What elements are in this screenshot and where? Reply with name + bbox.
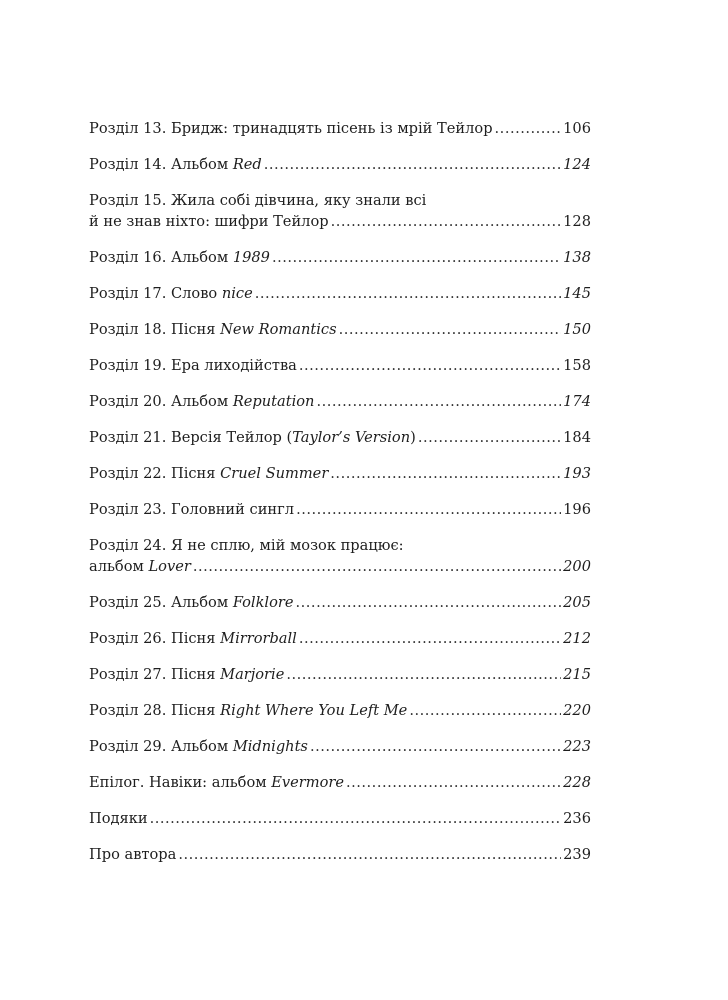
toc-title-text: Розділ 19. Ера лиходійства xyxy=(89,357,297,374)
toc-line xyxy=(89,535,591,556)
toc-entry xyxy=(89,247,591,268)
toc-page-number: 223 xyxy=(563,738,591,755)
toc-title-text: Розділ 28. Пісня xyxy=(89,702,221,719)
toc-entry xyxy=(89,772,591,793)
toc-entry xyxy=(89,190,591,232)
toc-page-number: 239 xyxy=(563,846,591,863)
toc-title-text: й не знав ніхто: шифри Тейлор xyxy=(89,213,329,230)
toc-line xyxy=(89,592,591,613)
toc-page-number: 236 xyxy=(563,810,591,827)
toc-title-italic: Right Where You Left Me xyxy=(220,702,408,719)
toc-entry-title xyxy=(89,319,337,340)
toc-title-italic: Marjorie xyxy=(220,666,285,683)
toc-entry-title xyxy=(89,247,270,268)
toc-entry xyxy=(89,592,591,613)
toc-entry-title xyxy=(89,628,297,649)
dot-leader xyxy=(330,463,561,484)
toc-line xyxy=(89,556,591,577)
toc-entry-title xyxy=(89,736,308,757)
toc-entry xyxy=(89,319,591,340)
toc-title-text: Розділ 26. Пісня xyxy=(89,630,221,647)
dot-leader xyxy=(316,391,561,412)
toc-entry-title xyxy=(89,283,253,304)
toc-entry-title xyxy=(89,118,493,139)
toc-page-number: 205 xyxy=(563,594,591,611)
toc-page-number: 138 xyxy=(563,249,591,266)
toc-entry-title xyxy=(89,190,426,211)
toc-page-number: 145 xyxy=(563,285,591,302)
toc-page-number: 184 xyxy=(563,429,591,446)
toc-line xyxy=(89,772,591,793)
toc-title-italic: Lover xyxy=(148,558,191,575)
toc-entry-title xyxy=(89,592,294,613)
toc-page-number: 128 xyxy=(563,213,591,230)
toc-page-number: 124 xyxy=(563,156,591,173)
dot-leader xyxy=(299,355,561,376)
toc-line xyxy=(89,700,591,721)
toc-entry xyxy=(89,844,591,865)
toc-entry-title xyxy=(89,535,404,556)
toc-page-number: 212 xyxy=(563,630,591,647)
toc-entry xyxy=(89,118,591,139)
toc-title-italic: Folklore xyxy=(232,594,294,611)
toc-entry-title xyxy=(89,391,314,412)
toc-line xyxy=(89,319,591,340)
toc-entry xyxy=(89,283,591,304)
toc-line xyxy=(89,118,591,139)
toc-line xyxy=(89,463,591,484)
toc-title-text: Розділ 20. Альбом xyxy=(89,393,233,410)
toc-title-text: Епілог. Навіки: альбом xyxy=(89,774,272,791)
toc-entry xyxy=(89,499,591,520)
toc-entry-title xyxy=(89,154,262,175)
toc-page-number: 196 xyxy=(563,501,591,518)
toc-line xyxy=(89,355,591,376)
toc-page-number: 193 xyxy=(563,465,591,482)
toc-entry xyxy=(89,700,591,721)
toc-entry xyxy=(89,808,591,829)
dot-leader xyxy=(286,664,561,685)
toc-line xyxy=(89,628,591,649)
toc-line xyxy=(89,190,591,211)
dot-leader xyxy=(339,319,562,340)
toc-entry xyxy=(89,463,591,484)
toc-title-text: альбом xyxy=(89,558,149,575)
toc-line xyxy=(89,844,591,865)
toc-title-text: Розділ 13. Бридж: тринадцять пісень із мрій Тейлор xyxy=(89,120,493,137)
toc-title-italic: Cruel Summer xyxy=(220,465,329,482)
dot-leader xyxy=(418,427,561,448)
toc-page-number: 158 xyxy=(563,357,591,374)
toc-page-number: 174 xyxy=(563,393,591,410)
dot-leader xyxy=(272,247,561,268)
toc-line xyxy=(89,664,591,685)
toc-title-text: Розділ 16. Альбом xyxy=(89,249,233,266)
toc-entry-title xyxy=(89,499,294,520)
toc-entry xyxy=(89,664,591,685)
toc-title-italic: nice xyxy=(221,285,253,302)
toc-entry-title xyxy=(89,808,148,829)
dot-leader xyxy=(264,154,561,175)
toc-line xyxy=(89,247,591,268)
toc-entry xyxy=(89,355,591,376)
toc-title-text: Розділ 27. Пісня xyxy=(89,666,221,683)
dot-leader xyxy=(346,772,561,793)
toc-title-suffix: ) xyxy=(410,429,416,446)
toc-title-text: Розділ 22. Пісня xyxy=(89,465,221,482)
toc-entry-title xyxy=(89,211,329,232)
toc-entry xyxy=(89,628,591,649)
dot-leader xyxy=(296,592,562,613)
toc-line xyxy=(89,283,591,304)
toc-title-text: Розділ 24. Я не сплю, мій мозок працює: xyxy=(89,537,404,554)
dot-leader xyxy=(193,556,561,577)
toc-line xyxy=(89,154,591,175)
toc-title-text: Розділ 15. Жила собі дівчина, яку знали всі xyxy=(89,192,427,209)
toc-title-italic: 1989 xyxy=(232,249,270,266)
toc-title-italic: Taylor’s Version xyxy=(292,429,411,446)
table-of-contents xyxy=(89,118,591,880)
dot-leader xyxy=(178,844,561,865)
toc-entry-title xyxy=(89,427,416,448)
toc-title-text: Подяки xyxy=(89,810,148,827)
toc-entry xyxy=(89,535,591,577)
toc-entry xyxy=(89,736,591,757)
toc-title-text: Розділ 17. Слово xyxy=(89,285,222,302)
toc-title-italic: Evermore xyxy=(271,774,344,791)
toc-page-number: 106 xyxy=(563,120,591,137)
dot-leader xyxy=(331,211,562,232)
dot-leader xyxy=(296,499,561,520)
toc-page-number: 220 xyxy=(563,702,591,719)
toc-title-italic: Reputation xyxy=(232,393,315,410)
toc-title-italic: Red xyxy=(232,156,262,173)
dot-leader xyxy=(409,700,561,721)
toc-line xyxy=(89,808,591,829)
dot-leader xyxy=(495,118,562,139)
toc-title-text: Розділ 29. Альбом xyxy=(89,738,233,755)
toc-line xyxy=(89,427,591,448)
toc-line xyxy=(89,736,591,757)
toc-page-number: 150 xyxy=(563,321,591,338)
dot-leader xyxy=(150,808,562,829)
toc-entry-title xyxy=(89,844,176,865)
toc-entry xyxy=(89,154,591,175)
toc-title-italic: New Romantics xyxy=(220,321,337,338)
toc-entry-title xyxy=(89,355,297,376)
toc-title-text: Розділ 25. Альбом xyxy=(89,594,233,611)
toc-title-italic: Midnights xyxy=(232,738,308,755)
toc-page-number: 215 xyxy=(563,666,591,683)
toc-title-italic: Mirrorball xyxy=(220,630,297,647)
toc-entry-title xyxy=(89,664,284,685)
toc-title-text: Про автора xyxy=(89,846,177,863)
toc-title-text: Розділ 18. Пісня xyxy=(89,321,221,338)
toc-entry xyxy=(89,391,591,412)
toc-entry-title xyxy=(89,556,191,577)
toc-line xyxy=(89,211,591,232)
toc-entry-title xyxy=(89,772,344,793)
toc-entry xyxy=(89,427,591,448)
dot-leader xyxy=(310,736,561,757)
toc-line xyxy=(89,499,591,520)
toc-page-number: 200 xyxy=(563,558,591,575)
dot-leader xyxy=(255,283,561,304)
toc-title-text: Розділ 23. Головний сингл xyxy=(89,501,295,518)
toc-entry-title xyxy=(89,700,407,721)
dot-leader xyxy=(299,628,561,649)
toc-line xyxy=(89,391,591,412)
toc-title-text: Розділ 21. Версія Тейлор ( xyxy=(89,429,293,446)
toc-page-number: 228 xyxy=(563,774,591,791)
toc-title-text: Розділ 14. Альбом xyxy=(89,156,233,173)
toc-entry-title xyxy=(89,463,328,484)
